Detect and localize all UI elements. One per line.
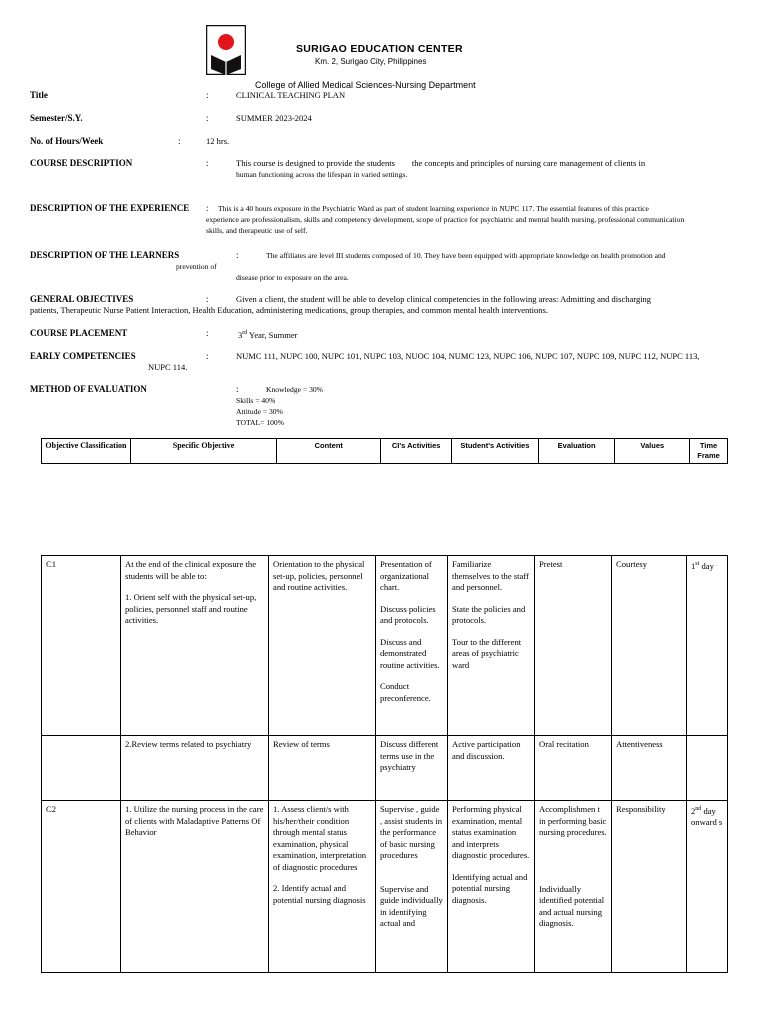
hours-value: 12 hrs. <box>206 136 230 146</box>
row-content <box>269 801 376 973</box>
row-time-frame: 1st day <box>687 556 728 736</box>
col-evaluation: Evaluation <box>538 439 615 464</box>
row-ci-activities <box>376 801 448 973</box>
row-student-activities: Active participation and discussion. <box>448 736 535 801</box>
general-objectives-line1: Given a client, the student will be able to develop clinical competencies in the following areas: Admitting and discharging <box>236 294 652 304</box>
learners-line1: The affiliates are level III students composed of 10. They have been equipped with appropriate knowledge on health promotion and <box>266 251 666 260</box>
course-placement-value: 3rd Year, Summer <box>238 329 298 340</box>
ci-activity: Conduct preconference. <box>380 681 431 703</box>
experience-label: DESCRIPTION OF THE EXPERIENCE <box>30 203 190 213</box>
title-value: CLINICAL TEACHING PLAN <box>236 90 346 100</box>
col-student-activities: Student's Activities <box>451 439 538 464</box>
student-activity: State the policies and protocols. <box>452 603 526 625</box>
eval-knowledge: Knowledge = 30% <box>266 385 324 394</box>
hours-label: No. of Hours/Week <box>30 136 104 146</box>
row-values: Responsibility <box>612 801 687 973</box>
semester-value: SUMMER 2023-2024 <box>236 113 312 123</box>
row-student-activities <box>448 556 535 736</box>
colon: : <box>206 294 209 304</box>
row-classification: C1 <box>42 556 121 736</box>
eval-skills: Skills = 40% <box>236 396 276 405</box>
course-description-line1: This course is designed to provide the students the concepts and principles of nursing care management of clients in <box>236 158 646 168</box>
student-activity: Tour to the different areas of psychiatric ward <box>452 636 522 670</box>
plan-header-table <box>41 438 728 464</box>
school-logo <box>206 25 246 75</box>
department-name: College of Allied Medical Sciences-Nursing Department <box>255 80 476 90</box>
plan-body-table <box>41 555 728 973</box>
row-ci-activities <box>376 556 448 736</box>
experience-line1: This is a 40 hours exposure in the Psychiatric Ward as part of student learning experience in NUPC 117. The essential features of this practice <box>218 204 649 213</box>
early-competencies-label: EARLY COMPETENCIES <box>30 351 136 361</box>
semester-label: Semester/S.Y. <box>30 113 83 123</box>
row-evaluation <box>535 801 612 973</box>
eval-attitude: Attitude = 30% <box>236 407 283 416</box>
row-time-frame <box>687 736 728 801</box>
school-address: Km. 2, Surigao City, Philippines <box>315 57 427 66</box>
eval-total: TOTAL= 100% <box>236 418 285 427</box>
colon: : <box>206 90 209 100</box>
col-content: Content <box>277 439 381 464</box>
experience-line3: skills, and therapeutic use of self. <box>206 226 308 235</box>
row-time-frame: 2nd day onward s <box>687 801 728 973</box>
colon: : <box>236 384 239 394</box>
student-activity: Identifying actual and potential nursing diagnosis. <box>452 871 528 905</box>
col-time-frame: Time Frame <box>690 439 728 464</box>
ci-activity: Supervise and guide individually in identifying actual and <box>380 883 443 928</box>
row-content: Orientation to the physical set-up, policies, personnel and routine activities. <box>269 556 376 736</box>
colon: : <box>236 250 239 260</box>
row-classification <box>42 736 121 801</box>
row-classification: C2 <box>42 801 121 973</box>
row-content: Review of terms <box>269 736 376 801</box>
general-objectives-line2: patients, Therapeutic Nurse Patient Interaction, Health Education, administering medications, group therapies, and common mental health interventions. <box>30 305 548 315</box>
colon: : <box>206 351 209 361</box>
colon: : <box>206 328 209 338</box>
row-specific-objective: 2.Review terms related to psychiatry <box>121 736 269 801</box>
general-objectives-label: GENERAL OBJECTIVES <box>30 294 134 304</box>
row-student-activities <box>448 801 535 973</box>
col-values: Values <box>615 439 690 464</box>
row-values: Attentiveness <box>612 736 687 801</box>
content-item: 1. Assess client/s with his/her/their condition through mental status examination, physical examination, interpretation of diagnostic procedures <box>273 804 367 872</box>
row-evaluation: Oral recitation <box>535 736 612 801</box>
title-label: Title <box>30 90 48 100</box>
student-activity: Performing physical examination, mental status examination and interprets diagnostic procedures. <box>452 804 530 860</box>
course-description-line2: human functioning across the lifespan in varied settings. <box>236 170 408 179</box>
row-ci-activities: Discuss different terms use in the psychiatry <box>376 736 448 801</box>
colon: : <box>206 158 209 168</box>
ci-activity: Discuss policies and protocols. <box>380 603 436 625</box>
ci-activity: Discuss and demonstrated routine activities. <box>380 636 440 670</box>
student-activity: Familiarize themselves to the staff and personnel. <box>452 559 529 592</box>
row-specific-objective: 1. Utilize the nursing process in the care of clients with Maladaptive Patterns Of Behavior <box>121 801 269 973</box>
col-specific-objective: Specific Objective <box>130 439 276 464</box>
learners-line3: disease prior to exposure on the area. <box>236 273 349 282</box>
colon: : <box>178 136 181 146</box>
ci-activity: Presentation of organizational chart. <box>380 559 432 592</box>
school-name: SURIGAO EDUCATION CENTER <box>296 43 463 55</box>
table-row <box>42 801 728 973</box>
experience-line2: experience are professionalism, skills and competency development, scope of practice for psychiatric and mental health nursing, professional communication <box>206 215 685 224</box>
evaluation-method-label: METHOD OF EVALUATION <box>30 384 147 394</box>
content-item: 2. Identify actual and potential nursing diagnosis <box>273 883 366 905</box>
evaluation-item: Accomplishmen t in performing basic nursing procedures. <box>539 804 607 837</box>
learners-label: DESCRIPTION OF THE LEARNERS <box>30 250 180 260</box>
row-specific-objective <box>121 556 269 736</box>
early-competencies-line1: NUMC 111, NUPC 100, NUPC 101, NUPC 103, NUOC 104, NUMC 123, NUPC 106, NUPC 107, NUPC 109, NUPC 112, NUPC 113, <box>236 351 700 361</box>
col-ci-activities: CI's Activities <box>381 439 452 464</box>
col-objective-classification: Objective Classification <box>42 439 131 464</box>
colon: : <box>206 113 209 123</box>
ci-activity: Supervise , guide , assist students in the performance of basic nursing procedures <box>380 804 443 860</box>
row-evaluation: Pretest <box>535 556 612 736</box>
course-description-label: COURSE DESCRIPTION <box>30 158 133 168</box>
table-row <box>42 556 728 736</box>
table-row <box>42 736 728 801</box>
evaluation-item: Individually identified potential and actual nursing diagnosis. <box>539 883 605 928</box>
course-placement-label: COURSE PLACEMENT <box>30 328 128 338</box>
colon: : <box>206 203 209 213</box>
early-competencies-line2: NUPC 114. <box>148 362 188 372</box>
row-values: Courtesy <box>612 556 687 736</box>
learners-line2: prevention of <box>176 262 217 271</box>
objective-item: 1. Orient self with the physical set-up, policies, personnel staff and routine activities. <box>125 592 257 625</box>
objective-intro: At the end of the clinical exposure the students will be able to: <box>125 559 257 581</box>
